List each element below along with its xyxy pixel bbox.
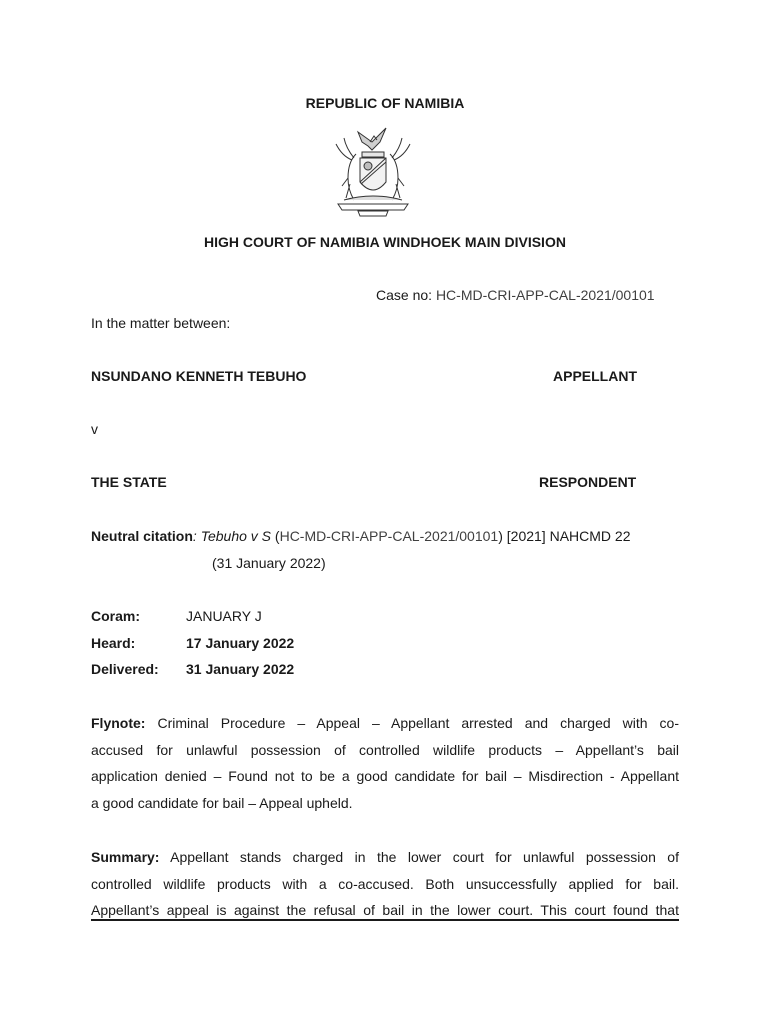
flynote-line: a good candidate for bail – Appeal upheld.: [91, 795, 353, 812]
heard-label: Heard:: [91, 635, 136, 651]
case-number: HC-MD-CRI-APP-CAL-2021/00101: [435, 287, 655, 303]
citation-date: (31 January 2022): [212, 555, 326, 571]
citation-case-number: HC-MD-CRI-APP-CAL-2021/00101: [279, 528, 499, 544]
flynote-line: accused for unlawful possession of controlled wildlife products – Appellant’s bail: [91, 741, 679, 758]
flynote-line: application denied – Found not to be a good candidate for bail – Misdirection - Appellant: [91, 768, 679, 785]
flynote-line: [91, 710, 679, 737]
citation-reference: ) [2021] NAHCMD 22: [498, 528, 631, 544]
delivered-value: 31 January 2022: [186, 661, 295, 677]
heard-value: 17 January 2022: [186, 635, 295, 651]
citation-open-paren: (: [274, 528, 280, 544]
coram-value: JANUARY J: [186, 608, 262, 624]
citation-case-name: Tebuho v S: [200, 528, 272, 544]
namibia-coat-of-arms-icon: [328, 124, 418, 218]
summary-label: Summary:: [91, 849, 160, 865]
page-cut-rule: [91, 919, 679, 921]
citation-label: Neutral citation: [91, 528, 193, 544]
coram-label: Coram:: [91, 608, 141, 624]
summary-line: [91, 844, 679, 871]
summary-line: controlled wildlife products with a co-accused. Both unsuccessfully applied for bail.: [91, 875, 679, 892]
case-number-label: Case no:: [376, 287, 433, 303]
delivered-label: Delivered:: [91, 661, 159, 677]
citation-separator: :: [192, 528, 197, 544]
case-number-line: [376, 286, 655, 304]
flynote-text: Criminal Procedure – Appeal – Appellant arrested and charged with co-: [157, 715, 679, 731]
summary-paragraph: [91, 844, 679, 924]
matter-between: In the matter between:: [91, 315, 231, 331]
summary-text: Appellant stands charged in the lower court for unlawful possession of: [170, 849, 679, 865]
flynote-label: Flynote:: [91, 715, 146, 731]
flynote-paragraph: [91, 710, 679, 817]
court-heading: HIGH COURT OF NAMIBIA WINDHOEK MAIN DIVISION: [204, 234, 566, 250]
versus: v: [91, 421, 98, 437]
summary-line: Appellant’s appeal is against the refusal of bail in the lower court. This court found that: [91, 902, 679, 919]
appellant-name: NSUNDANO KENNETH TEBUHO: [91, 368, 307, 384]
respondent-role: RESPONDENT: [539, 474, 637, 490]
respondent-name: THE STATE: [91, 474, 167, 490]
appellant-role: APPELLANT: [553, 368, 637, 384]
republic-heading: REPUBLIC OF NAMIBIA: [305, 95, 465, 111]
neutral-citation: [91, 527, 631, 545]
